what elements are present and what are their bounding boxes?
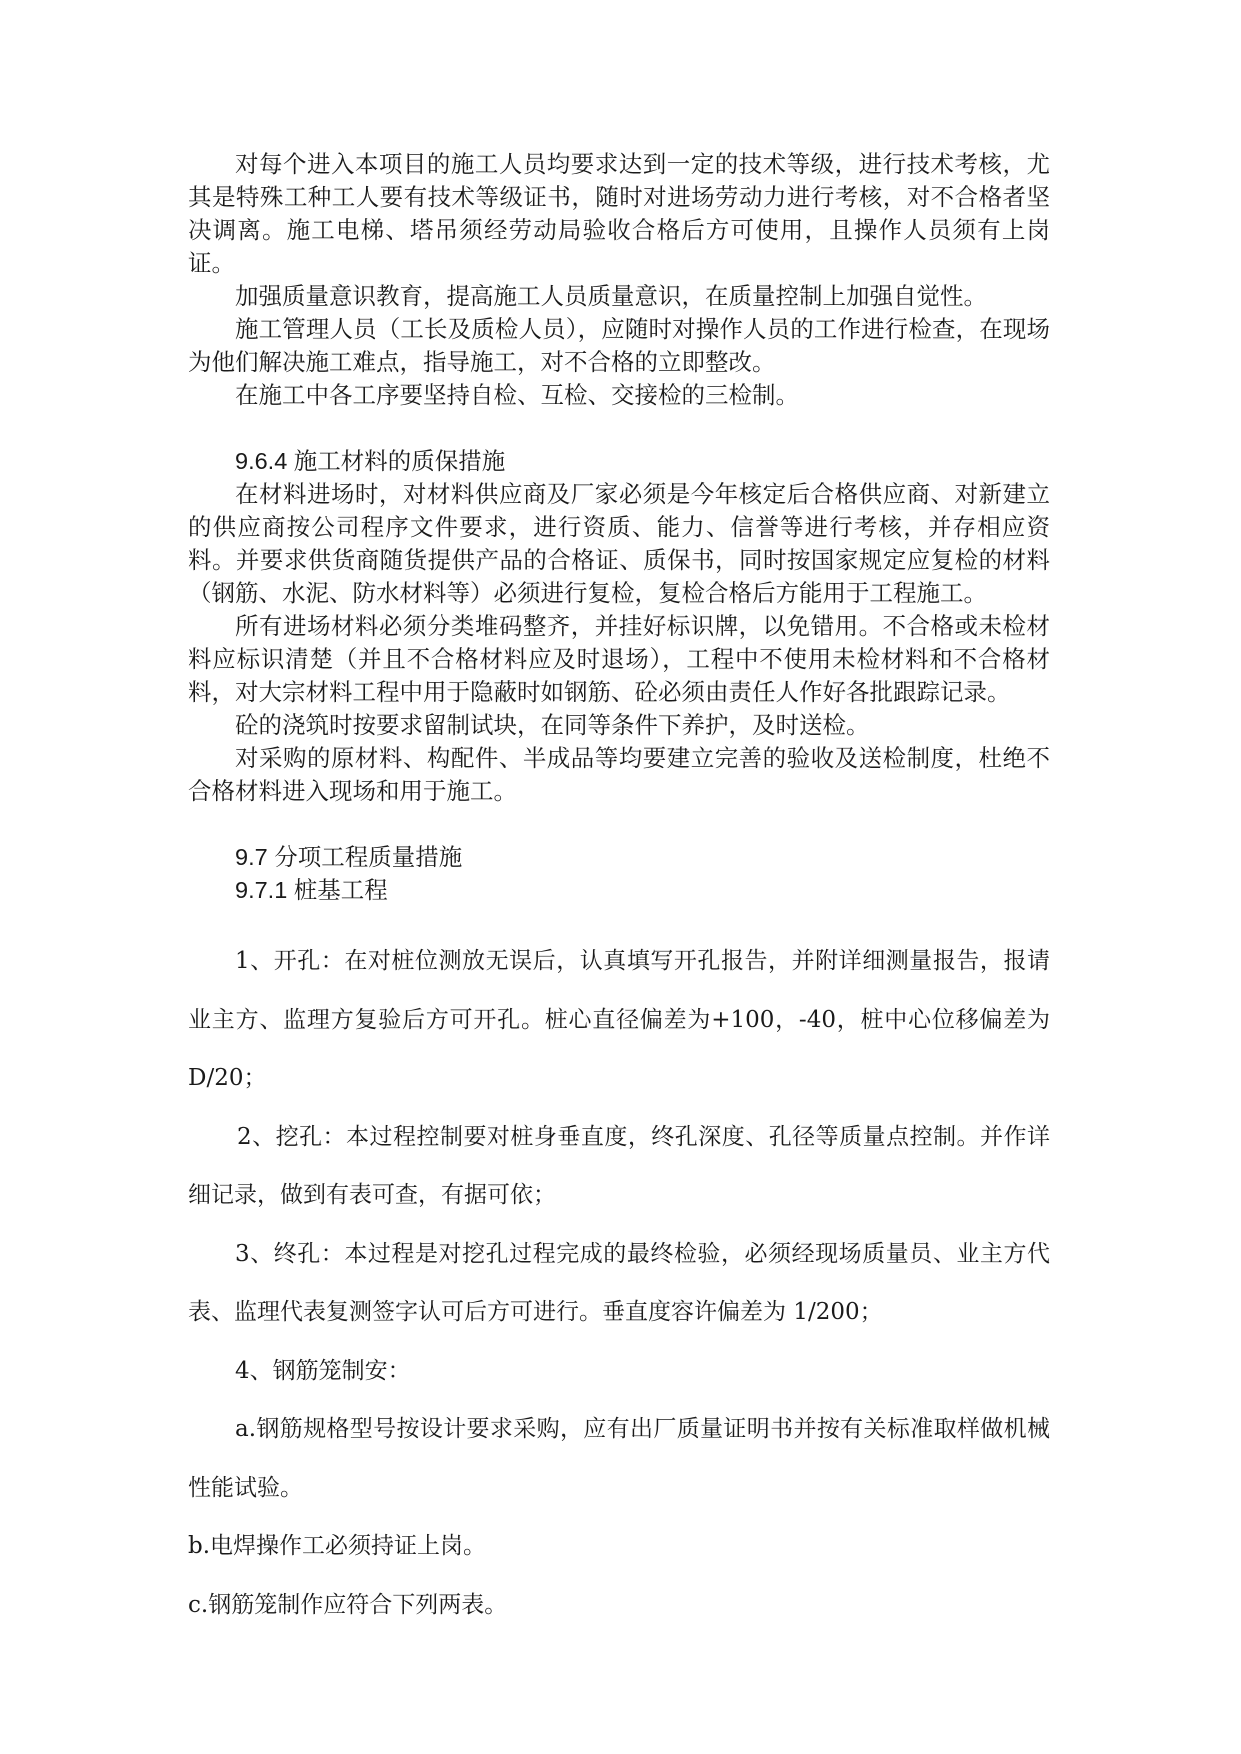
list-item-excavation: 2、挖孔：本过程控制要对桩身垂直度，终孔深度、孔径等质量点控制。并作详细记录，做到有表可查，有据可依； <box>188 1123 1050 1208</box>
heading-9-7-1: 9.7.1 桩基工程 <box>235 877 388 903</box>
paragraph-management-inspection: 施工管理人员（工长及质检人员），应随时对操作人员的工作进行检查，在现场为他们解决施工难点，指导施工，对不合格的立即整改。 <box>188 315 1050 376</box>
sub-item-a: a.钢筋规格型号按设计要求采购，应有出厂质量证明书并按有关标准取样做机械性能试验。 <box>188 1416 1050 1501</box>
paragraph-procurement-inspection: 对采购的原材料、构配件、半成品等均要建立完善的验收及送检制度，杜绝不合格材料进入现场和用于施工。 <box>188 744 1050 805</box>
paragraph-material-supplier: 在材料进场时，对材料供应商及厂家必须是今年核定后合格供应商、对新建立的供应商按公司程序文件要求，进行资质、能力、信誉等进行考核，并存相应资料。并要求供货商随货提供产品的合格证、质保书，同时按国家规定应复检的材料（钢筋、水泥、防水材料等）必须进行复检，复检合格后方能用于工程施工。 <box>188 480 1050 607</box>
sub-item-b: b.电焊操作工必须持证上岗。 <box>188 1533 487 1559</box>
paragraph-personnel-assessment: 对每个进入本项目的施工人员均要求达到一定的技术等级，进行技术考核，尤其是特殊工种工人要有技术等级证书，随时对进场劳动力进行考核，对不合格者坚决调离。施工电梯、塔吊须经劳动局验收合格后方可使用，且操作人员须有上岗证。 <box>188 150 1050 277</box>
spacer <box>188 412 1050 445</box>
list-item-drilling: 1、开孔：在对桩位测放无误后，认真填写开孔报告，并附详细测量报告，报请业主方、监理方复验后方可开孔。桩心直径偏差为+100，-40，桩中心位移偏差为 D/20； <box>188 948 1050 1091</box>
heading-9-7: 9.7 分项工程质量措施 <box>235 844 463 870</box>
spacer <box>188 808 1050 841</box>
paragraph-material-storage: 所有进场材料必须分类堆码整齐，并挂好标识牌，以免错用。不合格或未检材料应标识清楚（并且不合格材料应及时退场），工程中不使用未检材料和不合格材料，对大宗材料工程中用于隐蔽时如钢筋、砼必须由责任人作好各批跟踪记录。 <box>188 612 1050 706</box>
quality-measures-section <box>188 148 1050 907</box>
list-item-rebar-cage: 4、钢筋笼制安： <box>235 1357 411 1384</box>
sub-item-c: c.钢筋笼制作应符合下列两表。 <box>188 1591 508 1618</box>
pile-foundation-section <box>188 932 1050 1634</box>
heading-9-6-4: 9.6.4 施工材料的质保措施 <box>235 448 506 474</box>
paragraph-three-inspection: 在施工中各工序要坚持自检、互检、交接检的三检制。 <box>235 381 799 409</box>
paragraph-quality-awareness: 加强质量意识教育，提高施工人员质量意识，在质量控制上加强自觉性。 <box>235 282 987 310</box>
list-item-final-hole: 3、终孔：本过程是对挖孔过程完成的最终检验，必须经现场质量员、业主方代表、监理代表复测签字认可后方可进行。垂直度容许偏差为 1/200； <box>188 1240 1050 1325</box>
paragraph-concrete-testing: 砼的浇筑时按要求留制试块，在同等条件下养护，及时送检。 <box>235 711 870 739</box>
